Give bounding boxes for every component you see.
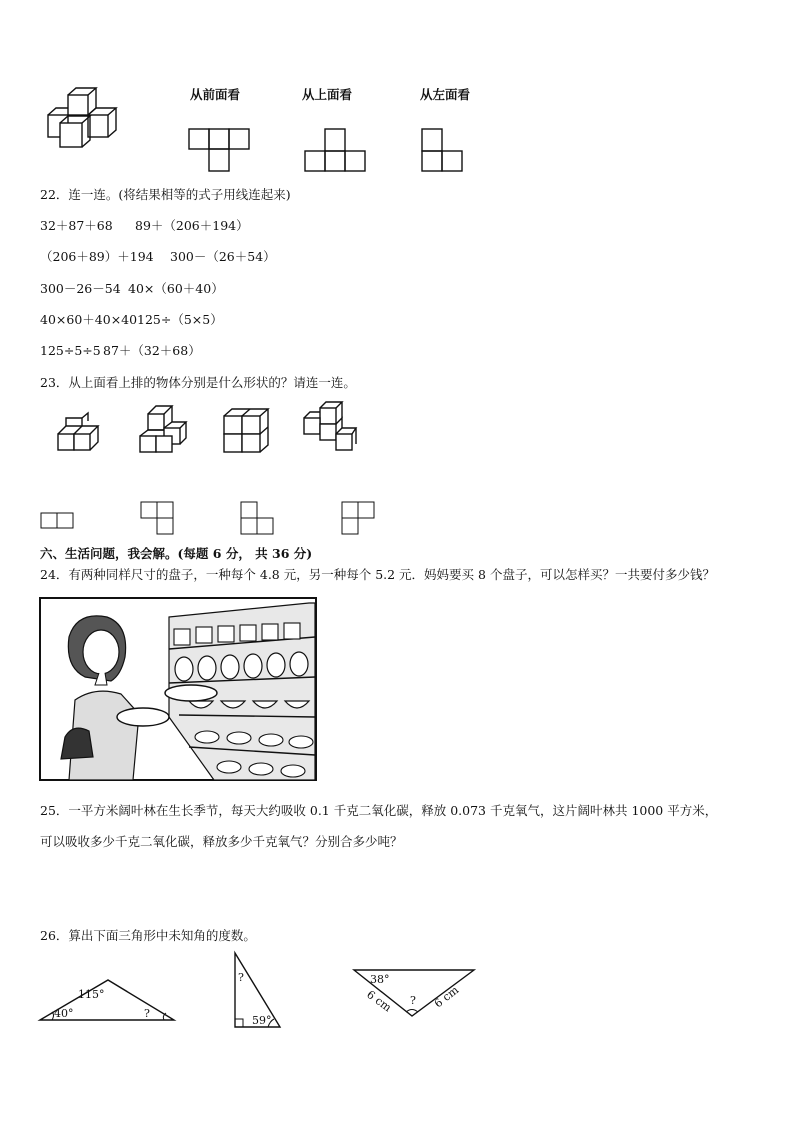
tri3-side-right: 6 cm [431,983,462,1011]
q22-right-expr: 300－（26＋54） [170,249,276,264]
q25-line2: 可以吸收多少千克二氧化碳，释放多少千克氧气？分别合多少吨？ [40,834,403,849]
q22-left-expr: （206＋89）＋194 [40,249,154,264]
q25-line1: 25．一平方米阔叶林在生长季节，每天大约吸收 0.1 千克二氧化碳，释放 0.073 千克氧气，这片阔叶林共 1000 平方米， [40,803,718,818]
tri3-bottom-angle: ? [410,994,416,1007]
q22-left-expr: 32＋87＋68 [40,218,113,233]
section6-title: 六、生活问题，我会解。(每题 6 分， 共 36 分) [40,546,313,561]
q22-right-expr: 87＋（32＋68） [103,343,201,358]
q26-text: 26．算出下面三角形中未知角的度数。 [40,928,256,943]
tri1-right-angle: ? [144,1007,150,1020]
triangle-1 [38,972,178,1024]
q22-title: 22．连一连。(将结果相等的式子用线连起来) [40,187,291,202]
view-label-front: 从前面看 [190,87,241,102]
cube-figure-1 [56,412,106,454]
q24-text: 24．有两种同样尺寸的盘子，一种每个 4.8 元，另一种每个 5.2 元．妈妈要买 8 个盘子，可以怎样买？一共要付多少钱？ [40,567,715,582]
q22-left-expr: 300－26－54 [40,281,121,296]
tri3-left-angle: 38° [370,973,390,986]
front-view-shape [188,128,250,174]
view-label-left: 从左面看 [420,87,471,102]
q22-right-expr: 89＋（206＋194） [135,218,249,233]
cube-figure-2 [138,404,188,456]
shopping-plates-illustration [39,597,317,781]
tri2-bottom-angle: 59° [252,1014,272,1027]
tri1-top-angle: 115° [78,988,105,1001]
triangle-3 [352,966,478,1022]
triangle-2 [232,951,284,1029]
top-view-shape [304,128,366,174]
cube-figure-3 [222,406,272,456]
q22-right-expr: 125÷（5×5） [137,312,223,327]
view-option-4 [341,501,377,537]
view-option-2 [140,501,176,537]
q22-right-expr: 40×（60＋40） [128,281,224,296]
view-label-top: 从上面看 [302,87,353,102]
tri3-side-left: 6 cm [364,987,394,1015]
q23-title: 23．从上面看上排的物体分别是什么形状的？请连一连。 [40,375,356,390]
tri1-left-angle: 40° [54,1007,74,1020]
cube-figure-4 [302,400,358,456]
left-view-shape [421,128,465,174]
tri2-top-angle: ? [238,971,244,984]
view-option-3 [240,501,276,537]
view-option-1 [40,512,76,530]
cube-stack-figure [40,85,130,155]
q22-left-expr: 40×60＋40×40 [40,312,138,327]
q22-left-expr: 125÷5÷5 [40,343,101,358]
